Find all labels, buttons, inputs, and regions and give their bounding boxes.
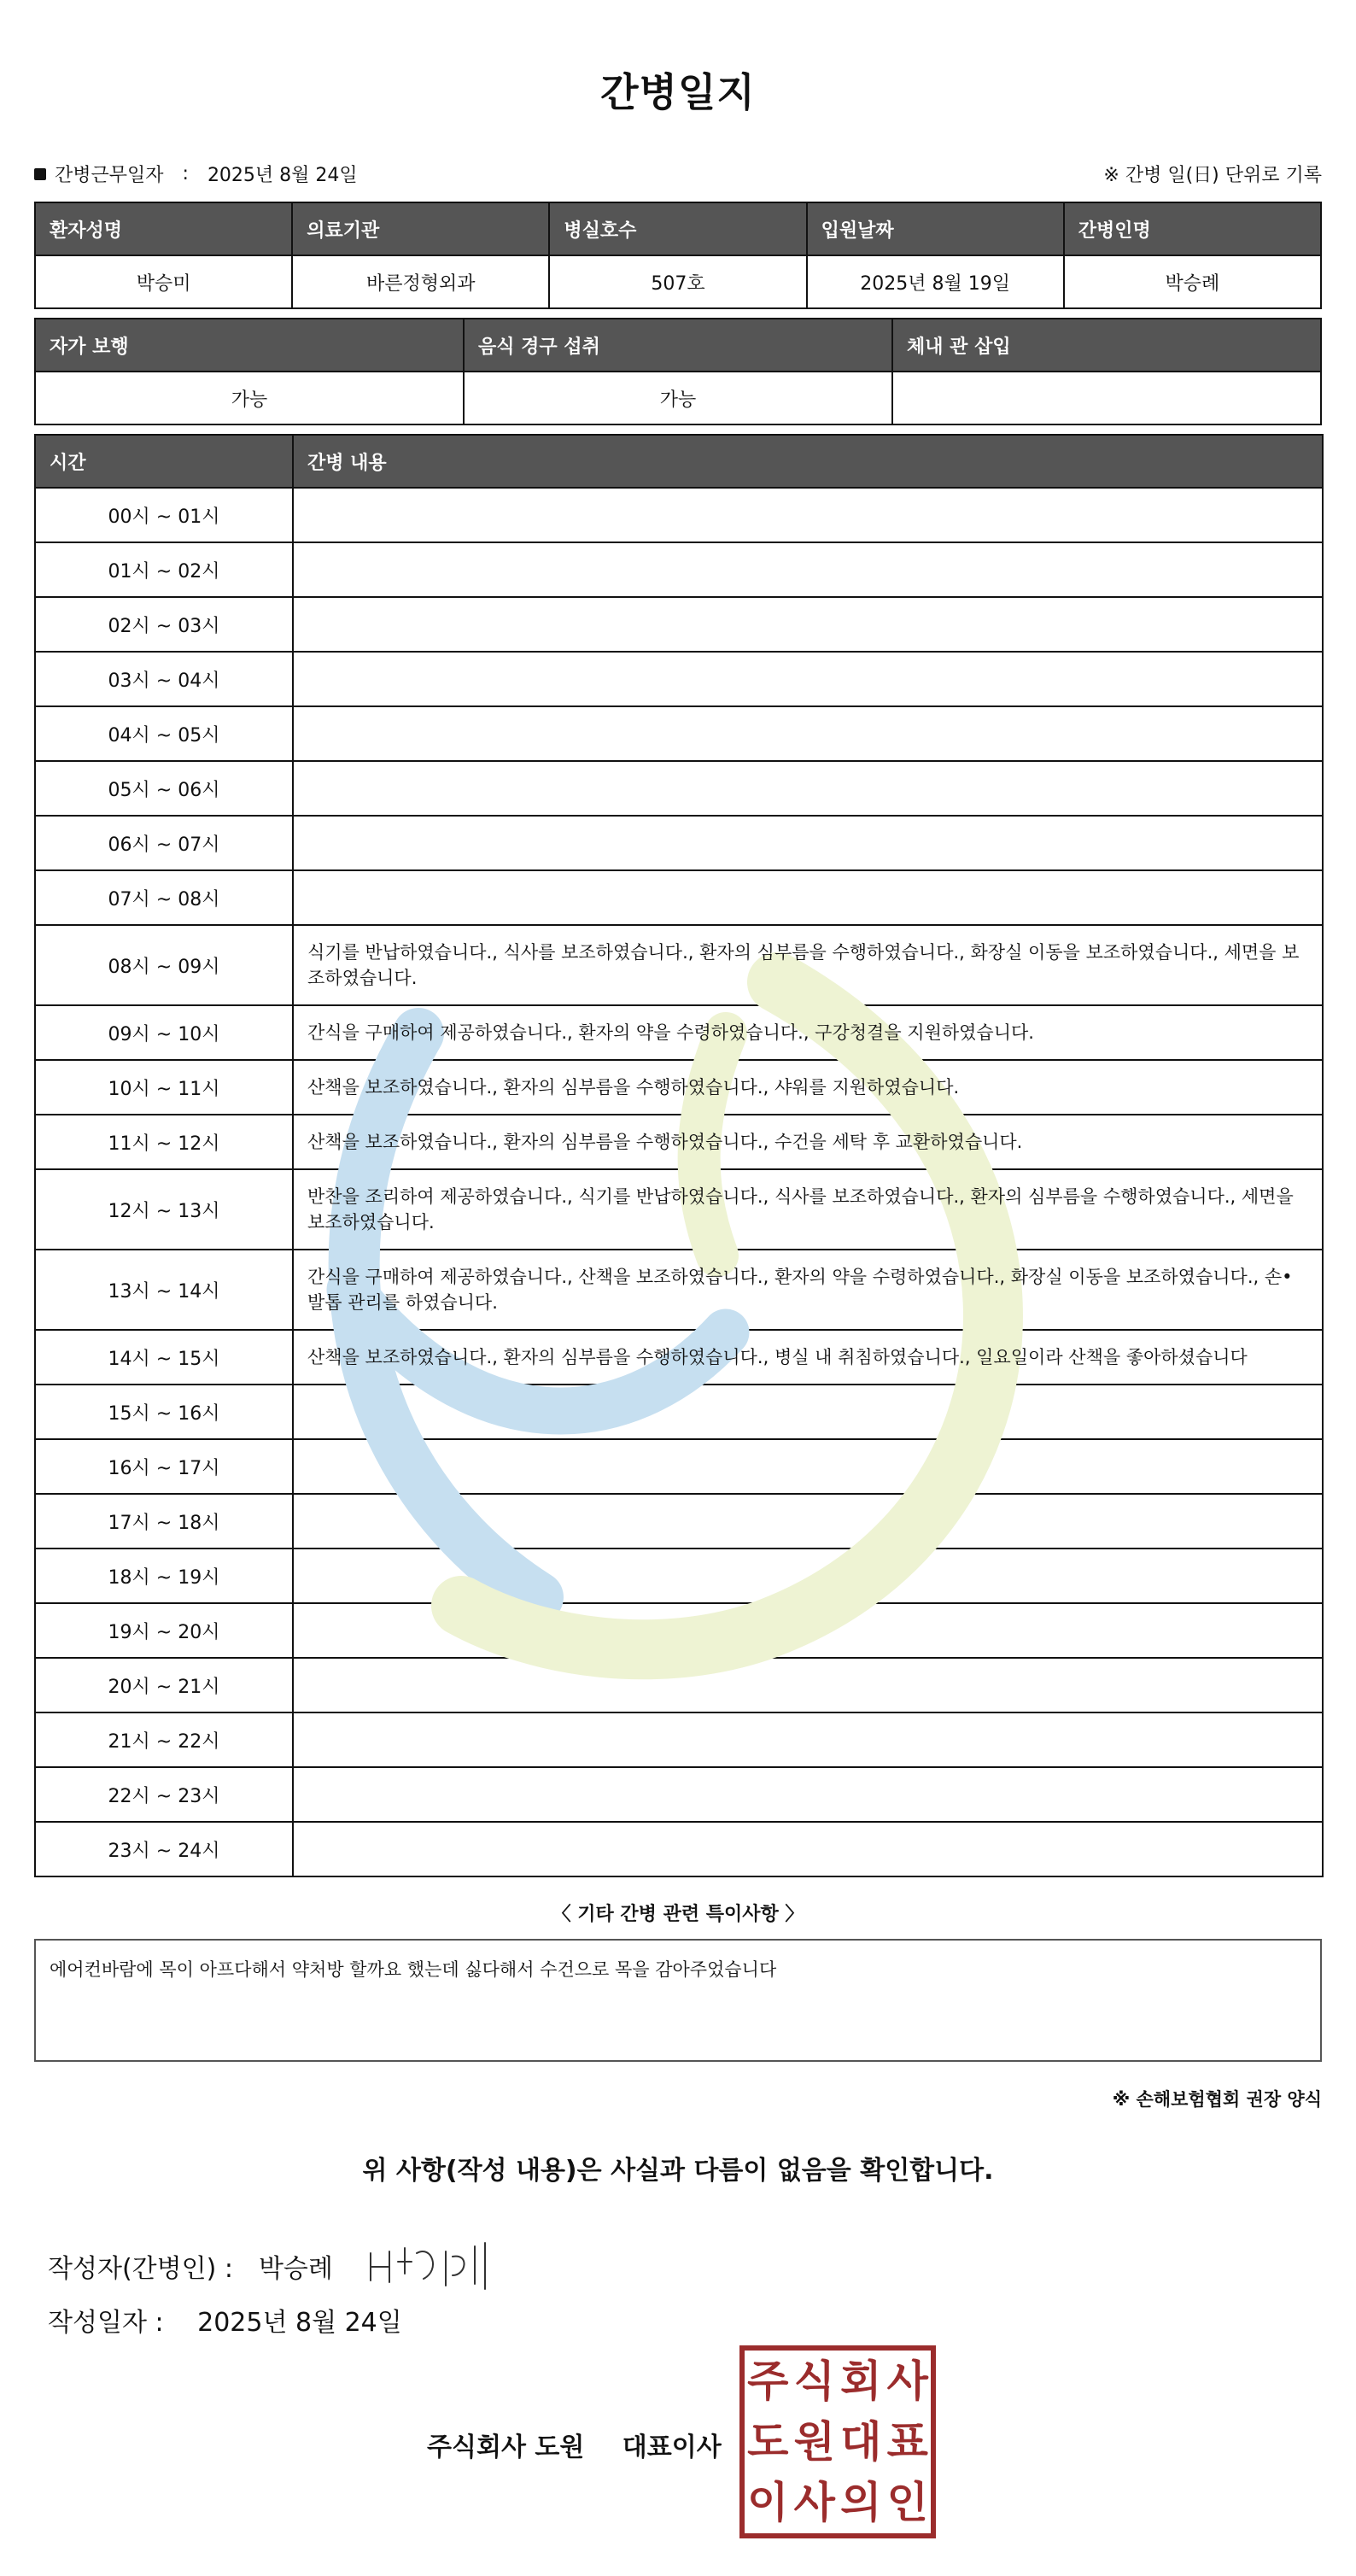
header-hospital: 의료기관 (292, 202, 549, 255)
log-header-row (35, 435, 1323, 488)
company-seal: 주 식 회 사 도 원 대 표 이 사 의 인 (739, 2345, 936, 2538)
log-row (35, 1005, 1323, 1060)
tube-status (892, 372, 1321, 424)
log-row (35, 816, 1323, 870)
log-row (35, 1822, 1323, 1876)
log-row (35, 1250, 1323, 1330)
duty-date-label: 간병근무일자 (55, 165, 164, 186)
written-date-value: 2025년 8월 24일 (197, 2308, 402, 2338)
log-time: 11시 ~ 12시 (35, 1115, 293, 1169)
unit-note: ※ 간병 일(日) 단위로 기록 (1103, 165, 1322, 186)
patient-info-header-row (35, 202, 1321, 255)
log-row (35, 1439, 1323, 1494)
log-row (35, 706, 1323, 761)
header-admission-date: 입원날짜 (807, 202, 1064, 255)
log-content (293, 1767, 1323, 1822)
log-time: 19시 ~ 20시 (35, 1603, 293, 1658)
log-row (35, 1712, 1323, 1767)
caregiver-name: 박승례 (1064, 255, 1321, 308)
log-row (35, 870, 1323, 925)
header-room: 병실호수 (549, 202, 806, 255)
room-number: 507호 (549, 255, 806, 308)
log-time: 15시 ~ 16시 (35, 1385, 293, 1439)
log-time: 23시 ~ 24시 (35, 1822, 293, 1876)
log-time: 14시 ~ 15시 (35, 1330, 293, 1385)
duty-date (34, 161, 358, 187)
log-content: 간식을 구매하여 제공하였습니다., 환자의 약을 수령하였습니다., 구강청결을 지원하였습니다. (293, 1005, 1323, 1060)
log-row (35, 1767, 1323, 1822)
status-value-row (35, 372, 1321, 424)
log-time: 22시 ~ 23시 (35, 1767, 293, 1822)
written-date-label: 작성일자 : (48, 2308, 164, 2338)
log-time: 13시 ~ 14시 (35, 1250, 293, 1330)
walking-status: 가능 (35, 372, 464, 424)
duty-date-separator: : (182, 163, 189, 184)
special-notes-title: 〈 기타 간병 관련 특이사항 〉 (552, 1904, 804, 1925)
header-caregiver: 간병인명 (1064, 202, 1321, 255)
writer-line (48, 2236, 509, 2296)
duty-date-value: 2025년 8월 24일 (207, 165, 358, 186)
log-content (293, 652, 1323, 706)
log-content: 산책을 보조하였습니다., 환자의 심부름을 수행하였습니다., 병실 내 취침하였습니다., 일요일이라 산책을 좋아하셨습니다 (293, 1330, 1323, 1385)
log-content (293, 1439, 1323, 1494)
log-time: 12시 ~ 13시 (35, 1169, 293, 1250)
header-tube: 체내 관 삽입 (892, 319, 1321, 372)
recommend-note: ※ 손해보험협회 권장 양식 (1112, 2089, 1322, 2110)
log-content (293, 1712, 1323, 1767)
patient-status-table (34, 318, 1322, 425)
log-row (35, 925, 1323, 1005)
log-time: 17시 ~ 18시 (35, 1494, 293, 1549)
log-content (293, 706, 1323, 761)
square-bullet-icon (34, 168, 46, 180)
log-time: 06시 ~ 07시 (35, 816, 293, 870)
log-content (293, 1494, 1323, 1549)
log-content (293, 488, 1323, 542)
log-content (293, 761, 1323, 816)
log-content: 산책을 보조하였습니다., 환자의 심부름을 수행하였습니다., 수건을 세탁 후 교환하였습니다. (293, 1115, 1323, 1169)
log-row (35, 652, 1323, 706)
hourly-log-table (34, 434, 1324, 1877)
log-content (293, 1658, 1323, 1712)
log-content (293, 816, 1323, 870)
log-content (293, 1549, 1323, 1603)
log-content (293, 1603, 1323, 1658)
company-line (427, 2426, 722, 2463)
log-body (35, 488, 1323, 1876)
log-content (293, 1822, 1323, 1876)
oral-intake-status: 가능 (464, 372, 892, 424)
log-content: 간식을 구매하여 제공하였습니다., 산책을 보조하였습니다., 환자의 약을 수령하였습니다., 화장실 이동을 보조하였습니다., 손•발톱 관리를 하였습니다. (293, 1250, 1323, 1330)
log-row (35, 1115, 1323, 1169)
log-content (293, 542, 1323, 597)
log-time: 18시 ~ 19시 (35, 1549, 293, 1603)
log-row (35, 1060, 1323, 1115)
log-content (293, 1385, 1323, 1439)
log-row (35, 1658, 1323, 1712)
log-content: 산책을 보조하였습니다., 환자의 심부름을 수행하였습니다., 샤워를 지원하였습니다. (293, 1060, 1323, 1115)
log-content: 식기를 반납하였습니다., 식사를 보조하였습니다., 환자의 심부름을 수행하였습니다., 화장실 이동을 보조하였습니다., 세면을 보조하였습니다. (293, 925, 1323, 1005)
confirmation-statement: 위 사항(작성 내용)은 사실과 다름이 없음을 확인합니다. (362, 2156, 994, 2186)
log-row (35, 1494, 1323, 1549)
log-time: 02시 ~ 03시 (35, 597, 293, 652)
log-time: 08시 ~ 09시 (35, 925, 293, 1005)
hospital: 바른정형외과 (292, 255, 549, 308)
log-time: 20시 ~ 21시 (35, 1658, 293, 1712)
header-oral-intake: 음식 경구 섭취 (464, 319, 892, 372)
log-content (293, 597, 1323, 652)
log-row (35, 1385, 1323, 1439)
log-time: 16시 ~ 17시 (35, 1439, 293, 1494)
log-content: 반찬을 조리하여 제공하였습니다., 식기를 반납하였습니다., 식사를 보조하였습니다., 환자의 심부름을 수행하였습니다., 세면을 보조하였습니다. (293, 1169, 1323, 1250)
log-row (35, 761, 1323, 816)
special-notes-box: 에어컨바람에 목이 아프다해서 약처방 할까요 했는데 싫다해서 수건으로 목을 감아주었습니다 (34, 1939, 1322, 2062)
status-header-row (35, 319, 1321, 372)
log-time: 04시 ~ 05시 (35, 706, 293, 761)
log-time: 05시 ~ 06시 (35, 761, 293, 816)
writer-label: 작성자(간병인) : (48, 2254, 233, 2284)
admission-date: 2025년 8월 19일 (807, 255, 1064, 308)
handwritten-signature (364, 2236, 509, 2296)
log-row (35, 488, 1323, 542)
patient-info-table (34, 202, 1322, 309)
log-time: 00시 ~ 01시 (35, 488, 293, 542)
log-time: 07시 ~ 08시 (35, 870, 293, 925)
log-time: 01시 ~ 02시 (35, 542, 293, 597)
header-time: 시간 (35, 435, 293, 488)
log-content (293, 870, 1323, 925)
log-time: 21시 ~ 22시 (35, 1712, 293, 1767)
log-time: 03시 ~ 04시 (35, 652, 293, 706)
header-care-content: 간병 내용 (293, 435, 1323, 488)
written-date-line (48, 2301, 402, 2339)
representative-title: 대표이사 (622, 2433, 722, 2462)
log-row (35, 1330, 1323, 1385)
header-patient-name: 환자성명 (35, 202, 292, 255)
header-walking: 자가 보행 (35, 319, 464, 372)
log-row (35, 597, 1323, 652)
writer-name: 박승례 (258, 2254, 333, 2284)
document-title: 간병일지 (600, 69, 756, 115)
patient-info-value-row (35, 255, 1321, 308)
log-time: 09시 ~ 10시 (35, 1005, 293, 1060)
care-log-page (34, 0, 1322, 2576)
patient-name: 박승미 (35, 255, 292, 308)
log-time: 10시 ~ 11시 (35, 1060, 293, 1115)
log-row (35, 542, 1323, 597)
company-name: 주식회사 도원 (427, 2433, 585, 2462)
log-row (35, 1603, 1323, 1658)
log-row (35, 1549, 1323, 1603)
log-row (35, 1169, 1323, 1250)
